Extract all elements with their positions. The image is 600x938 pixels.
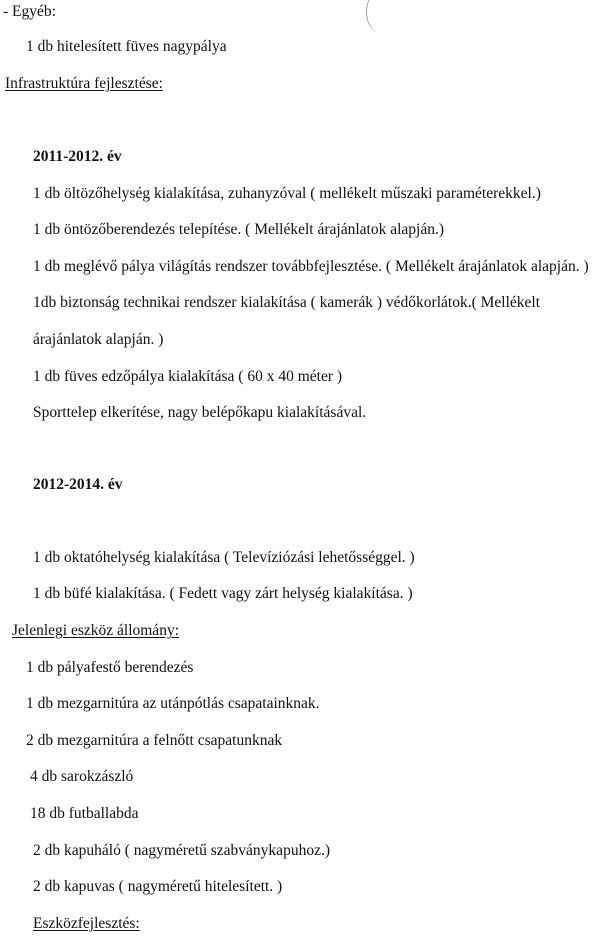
asset-item: 2 db kapuháló ( nagyméretű szabványkapuhoz.) <box>33 842 330 859</box>
year1-item: 1 db meglévő pálya világítás rendszer továbbfejlesztése. ( Mellékelt árajánlatok alapján. ) <box>33 258 589 275</box>
asset-item: 1 db mezgarnitúra az utánpótlás csapatainknak. <box>26 695 320 712</box>
year1-item: Sporttelep elkerítése, nagy belépőkapu kialakításával. <box>33 404 367 421</box>
asset-item: 2 db kapuvas ( nagyméretű hitelesített. ) <box>33 878 283 895</box>
year1-item: árajánlatok alapján. ) <box>33 331 164 348</box>
assets-heading: Jelenlegi eszköz állomány: <box>12 622 179 639</box>
asset-item: 18 db futballabda <box>30 805 139 822</box>
egyeb-item: 1 db hitelesített füves nagypálya <box>26 38 227 55</box>
year2-item: 1 db oktatóhelység kialakítása ( Televíziózási lehetősséggel. ) <box>33 549 415 566</box>
infra-heading: Infrastruktúra fejlesztése: <box>5 75 163 92</box>
year1-heading: 2011-2012. év <box>33 148 122 165</box>
year2-item: 1 db büfé kialakítása. ( Fedett vagy zárt helység kialakítása. ) <box>33 585 413 602</box>
scan-mark <box>366 0 393 32</box>
year1-item: 1db biztonság technikai rendszer kialakítása ( kamerák ) védőkorlátok.( Mellékelt <box>33 294 541 311</box>
year1-item: 1 db füves edzőpálya kialakítása ( 60 x 40 méter ) <box>33 368 343 385</box>
year1-item: 1 db öntözőberendezés telepítése. ( Mellékelt árajánlatok alapján.) <box>33 221 444 238</box>
year2-heading: 2012-2014. év <box>33 476 123 493</box>
egyeb-label: - Egyéb: <box>3 3 56 20</box>
asset-item: 2 db mezgarnitúra a felnőtt csapatunknak <box>26 732 283 749</box>
year1-item: 1 db öltözőhelység kialakítása, zuhanyzóval ( mellékelt műszaki paraméterekkel.) <box>33 185 541 202</box>
asset-item: 1 db pályafestő berendezés <box>26 659 194 676</box>
dev-heading: Eszközfejlesztés: <box>33 915 140 932</box>
asset-item: 4 db sarokzászló <box>30 768 134 785</box>
